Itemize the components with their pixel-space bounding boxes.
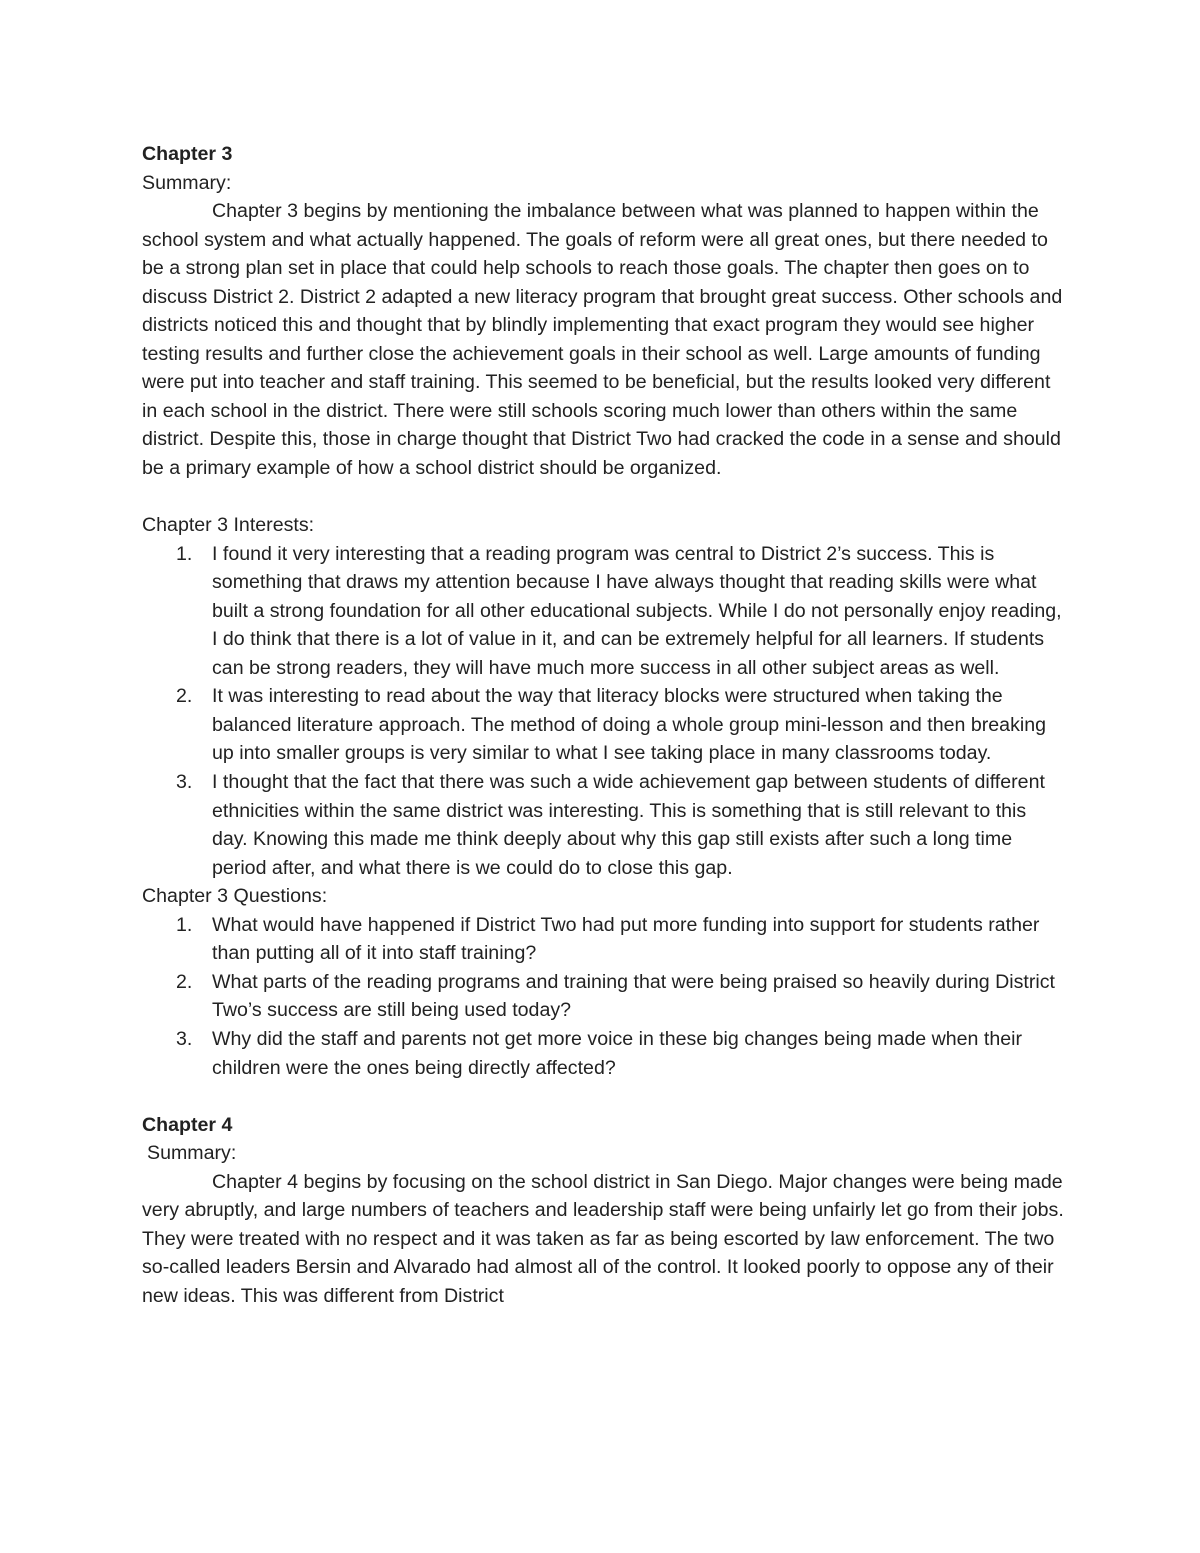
chapter-3-interests-list [142, 540, 1064, 883]
chapter-3-summary-label: Summary: [142, 171, 232, 194]
chapter-3-questions-label: Chapter 3 Questions: [142, 885, 328, 908]
question-item [142, 911, 1064, 968]
chapter-3-heading: Chapter 3 [142, 143, 233, 165]
chapter-4-summary-paragraph: Chapter 4 begins by focusing on the school district in San Diego. Major changes were being made very abruptly, and large numbers of teachers and leadership staff were being unfairly let go from their jobs. They were treated with no respect and it was taken as far as being escorted by law enforcement. The two so-called leaders Bersin and Alvarado had almost all of the control. It looked poorly to oppose any of their new ideas. This was different from District [142, 1170, 1064, 1307]
interest-text: I found it very interesting that a reading program was central to District 2’s success. This is something that draws my attention because I have always thought that reading skills were what built a strong foundation for all other educational subjects. While I do not personally enjoy reading, I do think that there is a lot of value in it, and can be extremely helpful for all learners. If students can be strong readers, they will have much more success in all other subject areas as well. [212, 542, 1062, 679]
document-page [142, 140, 1064, 1310]
chapter-4-summary-label: Summary: [147, 1142, 237, 1165]
list-number: 2. [176, 685, 193, 708]
interest-item [142, 682, 1064, 768]
chapter-4-heading: Chapter 4 [142, 1113, 233, 1136]
question-text: What parts of the reading programs and training that were being praised so heavily during District Two’s success are still being used today? [212, 970, 1055, 1022]
chapter-3-interests-label: Chapter 3 Interests: [142, 514, 315, 537]
question-text: What would have happened if District Two had put more funding into support for students rather than putting all of it into staff training? [212, 913, 1040, 965]
list-number: 1. [176, 542, 193, 565]
question-text: Why did the staff and parents not get more voice in these big changes being made when their children were the ones being directly affected? [212, 1027, 1023, 1079]
interest-item [142, 540, 1064, 683]
list-number: 2. [176, 970, 193, 993]
list-number: 1. [176, 913, 193, 936]
question-item [142, 1025, 1064, 1082]
blank-line [142, 483, 1064, 512]
question-item [142, 968, 1064, 1025]
interest-item [142, 768, 1064, 882]
blank-line [142, 1082, 1064, 1111]
chapter-3-summary-paragraph: Chapter 3 begins by mentioning the imbalance between what was planned to happen within the school system and what actually happened. The goals of reform were all great ones, but there needed to be a strong plan set in place that could help schools to reach those goals. The chapter then goes on to discuss District 2. District 2 adapted a new literacy program that brought great success. Other schools and districts noticed this and thought that by blindly implementing that exact program they would see higher testing results and further close the achievement goals in their school as well. Large amounts of funding were put into teacher and staff training. This seemed to be beneficial, but the results looked very different in each school in the district. There were still schools scoring much lower than others within the same district. Despite this, those in charge thought that District Two had cracked the code in a sense and should be a primary example of how a school district should be organized. [142, 200, 1063, 480]
interest-text: It was interesting to read about the way that literacy blocks were structured when taking the balanced literature approach. The method of doing a whole group mini-lesson and then breaking up into smaller groups is very similar to what I see taking place in many classrooms today. [212, 685, 1047, 765]
interest-text: I thought that the fact that there was such a wide achievement gap between students of different ethnicities within the same district was interesting. This is something that is still relevant to this day. Knowing this made me think deeply about why this gap still exists after such a long time period after, and what there is we could do to close this gap. [212, 771, 1045, 879]
chapter-3-questions-list [142, 911, 1064, 1082]
list-number: 3. [176, 771, 193, 794]
list-number: 3. [176, 1027, 193, 1050]
